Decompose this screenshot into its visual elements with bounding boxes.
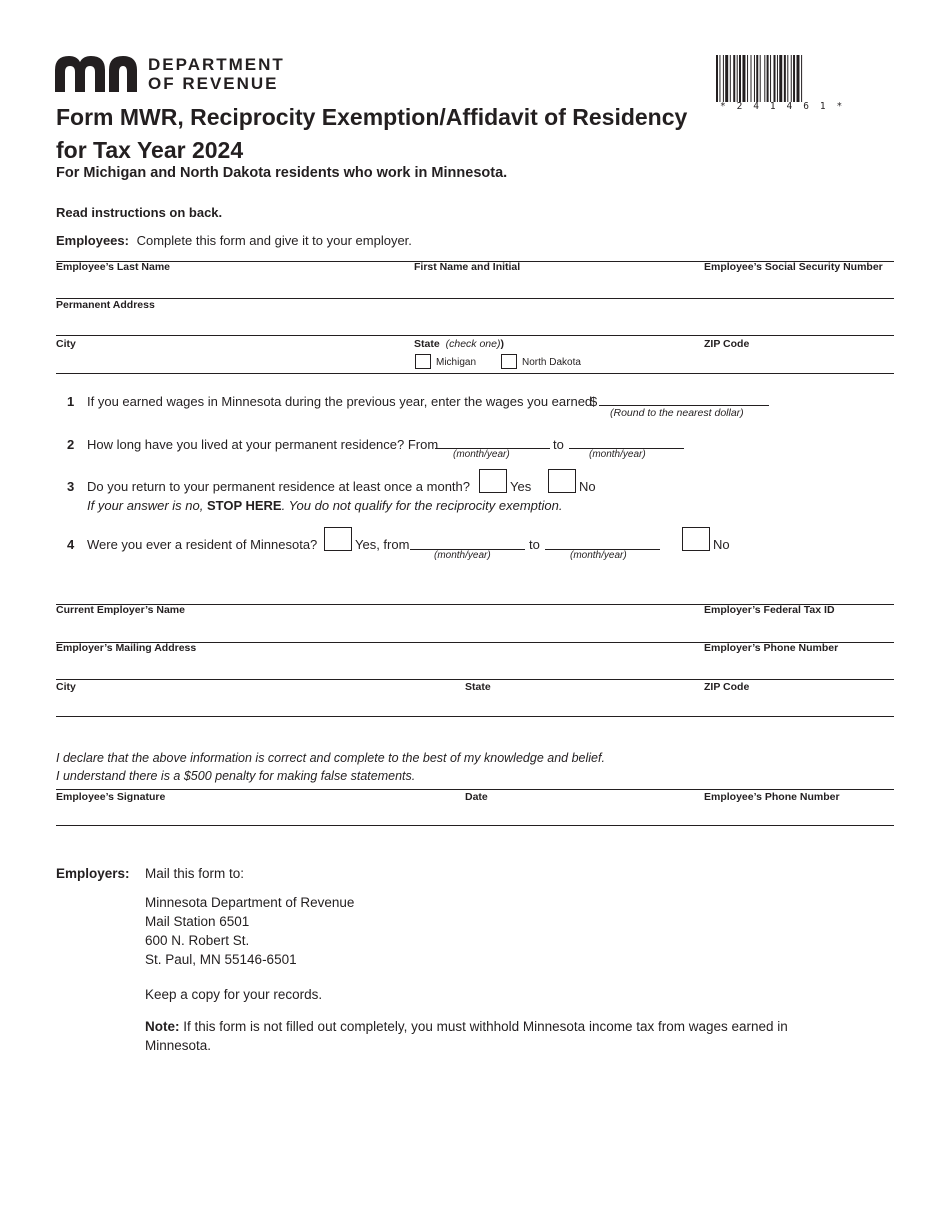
permanent-address-field[interactable] — [56, 313, 894, 334]
q3-note-post: . You do not qualify for the reciprocity exemption. — [281, 498, 563, 513]
north-dakota-label: North Dakota — [522, 357, 581, 368]
employers-label: Employers: — [56, 866, 130, 881]
first-name-label: First Name and Initial — [414, 261, 521, 273]
note-label: Note: — [145, 1019, 180, 1034]
state-label-text: State — [414, 338, 440, 350]
form-title — [56, 101, 687, 167]
q1-text: If you earned wages in Minnesota during the previous year, enter the wages you earned — [87, 394, 593, 409]
dept-line-2: OF REVENUE — [148, 74, 279, 93]
michigan-label: Michigan — [436, 357, 477, 368]
ssn-field[interactable] — [704, 275, 894, 297]
q3-number: 3 — [67, 479, 75, 494]
q3-yes-checkbox[interactable] — [479, 469, 507, 493]
date-label: Date — [465, 791, 488, 803]
q2-number: 2 — [67, 437, 75, 452]
michigan-checkbox[interactable] — [415, 354, 431, 369]
q4-yes-from-label: Yes, from — [355, 537, 410, 552]
declaration-line-2: I understand there is a $500 penalty for making false statements. — [56, 769, 416, 783]
divider — [56, 298, 894, 299]
barcode-number: * 2 4 1 4 6 1 * — [720, 101, 845, 112]
state-hint: (check one) — [445, 338, 501, 350]
address-line-2: Mail Station 6501 — [145, 914, 250, 929]
q4-no-checkbox[interactable] — [682, 527, 710, 551]
dept-line-1: DEPARTMENT — [148, 55, 285, 74]
read-instructions: Read instructions on back. — [56, 205, 223, 220]
address-line-4: St. Paul, MN 55146-6501 — [145, 952, 297, 967]
q4-no-label: No — [713, 537, 730, 552]
employee-phone-label: Employee’s Phone Number — [704, 791, 840, 803]
employer-city-field[interactable] — [56, 695, 461, 715]
declaration-line-1: I declare that the above information is correct and complete to the best of my knowledge and belief. — [56, 751, 605, 765]
barcode — [716, 55, 836, 102]
q4-yes-checkbox[interactable] — [324, 527, 352, 551]
employees-label: Employees: — [56, 233, 129, 248]
q1-wages-field[interactable] — [599, 405, 769, 406]
q3-text: Do you return to your permanent residence at least once a month? — [87, 479, 470, 494]
mail-to-text: Mail this form to: — [145, 866, 245, 881]
note-line-2: Minnesota. — [145, 1038, 212, 1053]
last-name-label: Employee’s Last Name — [56, 261, 170, 273]
city-label: City — [56, 338, 76, 350]
note-line-1: If this form is not filled out completely, you must withhold Minnesota income tax from wages earned in — [183, 1019, 788, 1034]
employer-phone-label: Employer’s Phone Number — [704, 642, 839, 654]
city-field[interactable] — [56, 352, 410, 372]
q2-to-label: to — [553, 437, 564, 452]
declaration — [56, 749, 605, 785]
q3-no-label: No — [579, 479, 596, 494]
first-name-field[interactable] — [414, 275, 700, 297]
last-name-field[interactable] — [56, 275, 410, 297]
keep-copy-text: Keep a copy for your records. — [145, 987, 323, 1002]
divider — [56, 789, 894, 790]
q4-to-hint: (month/year) — [570, 550, 627, 561]
divider — [56, 335, 894, 336]
employer-state-label: State — [465, 681, 491, 693]
q4-from-hint: (month/year) — [434, 550, 491, 561]
divider — [56, 679, 894, 680]
employer-note — [145, 1017, 788, 1055]
title-line-2: for Tax Year 2024 — [56, 137, 244, 163]
zip-field[interactable] — [704, 352, 894, 372]
q3-yes-label: Yes — [510, 479, 532, 494]
address-line-3: 600 N. Robert St. — [145, 933, 250, 948]
signature-label: Employee’s Signature — [56, 791, 166, 803]
fein-label: Employer’s Federal Tax ID — [704, 604, 835, 616]
employer-zip-label: ZIP Code — [704, 681, 750, 693]
q1-hint: (Round to the nearest dollar) — [610, 407, 744, 419]
employer-name-field[interactable] — [56, 618, 696, 640]
mailing-address — [145, 893, 354, 969]
address-line-1: Minnesota Department of Revenue — [145, 895, 355, 910]
q2-to-hint: (month/year) — [589, 449, 646, 460]
north-dakota-checkbox[interactable] — [501, 354, 517, 369]
q3-no-checkbox[interactable] — [548, 469, 576, 493]
q1-number: 1 — [67, 394, 75, 409]
employer-state-field[interactable] — [465, 695, 700, 715]
form-subtitle: For Michigan and North Dakota residents who work in Minnesota. — [56, 165, 508, 181]
divider — [56, 716, 894, 717]
divider — [56, 825, 894, 826]
divider — [56, 373, 894, 374]
fein-field[interactable] — [704, 618, 894, 640]
q4-number: 4 — [67, 537, 75, 552]
title-line-1: Form MWR, Reciprocity Exemption/Affidavit of Residency — [56, 104, 688, 130]
mailing-address-label: Employer’s Mailing Address — [56, 642, 197, 654]
employer-city-label: City — [56, 681, 76, 693]
q3-note — [87, 498, 562, 513]
ssn-label: Employee’s Social Security Number — [704, 261, 883, 273]
state-hint-close: ) — [500, 338, 504, 350]
q4-to-label: to — [529, 537, 540, 552]
q1-dollar-sign: $ — [590, 394, 598, 409]
employer-name-label: Current Employer’s Name — [56, 604, 185, 616]
employee-phone-field[interactable] — [704, 805, 894, 824]
department-name — [148, 55, 285, 93]
employer-phone-field[interactable] — [704, 656, 894, 678]
q2-from-hint: (month/year) — [453, 449, 510, 460]
date-field[interactable] — [465, 805, 700, 824]
q3-note-pre: If your answer is no, — [87, 498, 204, 513]
employer-zip-field[interactable] — [704, 695, 894, 715]
q4-text: Were you ever a resident of Minnesota? — [87, 537, 318, 552]
mailing-address-field[interactable] — [56, 656, 696, 678]
permanent-address-label: Permanent Address — [56, 299, 155, 311]
employees-instruction — [56, 233, 412, 248]
zip-label: ZIP Code — [704, 338, 750, 350]
q2-text: How long have you lived at your permanent residence? From — [87, 437, 439, 452]
mn-logo — [55, 56, 137, 92]
q3-note-stop: STOP HERE — [206, 498, 282, 513]
signature-field[interactable] — [56, 805, 461, 824]
employees-text: Complete this form and give it to your employer. — [136, 233, 412, 248]
state-label — [414, 338, 504, 350]
